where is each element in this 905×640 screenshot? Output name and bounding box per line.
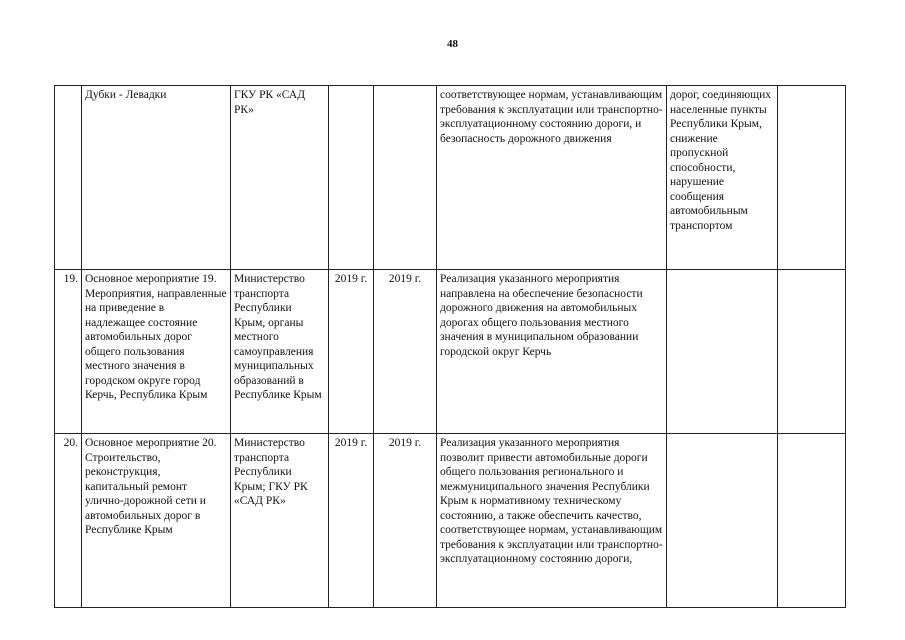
measures-table [54,85,846,608]
link-cell [778,434,846,608]
row-number-cell: 20. [55,434,82,608]
table-row [55,86,846,270]
table-row [55,270,846,434]
result-cell: соответствующее нормам, устанавливающим требования к эксплуатации или транспортно-эксплуатационному состоянию дороги, и безопасность дорожного движения [437,86,667,270]
result-text: Реализация указанного мероприятия позволит привести автомобильные дороги общего пользования регионального и межмуниципального значения Республики Крым к нормативному техническому состоянию, а также обеспечить качество, соответствующее нормам, устанавливающим требования к эксплуатации или транспортно-эксплуатационному состоянию дороги, [440,437,663,565]
activity-cell: Основное мероприятие 20. Строительство, реконструкция, капитальный ремонт улично-дорожной сети и автомобильных дорог в Республике Крым [82,434,231,608]
consequences-cell [667,270,778,434]
consequences-cell [667,434,778,608]
consequences-cell: дорог, соединяющих населенные пункты Республики Крым, снижение пропускной способности, нарушение сообщения автомобильным транспортом [667,86,778,270]
executor-cell: Министерство транспорта Республики Крым; ГКУ РК «САД РК» [231,434,329,608]
result-cell: Реализация указанного мероприятия направлена на обеспечение безопасности дорожного движения на автомобильных дорогах общего пользования местного значения в муниципальном образовании городской округ Керчь [437,270,667,434]
executor-cell: ГКУ РК «САД РК» [231,86,329,270]
end-year-cell: 2019 г. [374,270,437,434]
page-number: 48 [447,38,458,50]
executor-cell: Министерство транспорта Республики Крым, органы местного самоуправления муниципальных образований в Республике Крым [231,270,329,434]
start-year-cell [329,86,374,270]
end-year-cell [374,86,437,270]
start-year-cell: 2019 г. [329,434,374,608]
end-year-cell: 2019 г. [374,434,437,608]
link-cell [778,86,846,270]
link-cell [778,270,846,434]
table-row [55,434,846,608]
start-year-cell: 2019 г. [329,270,374,434]
row-number-cell: 19. [55,270,82,434]
activity-cell: Дубки - Левадки [82,86,231,270]
row-number-cell [55,86,82,270]
result-cell [437,434,667,608]
activity-cell: Основное мероприятие 19. Мероприятия, направленные на приведение в надлежащее состояние автомобильных дорог общего пользования местного значения в городском округе город Керчь, Республика Крым [82,270,231,434]
